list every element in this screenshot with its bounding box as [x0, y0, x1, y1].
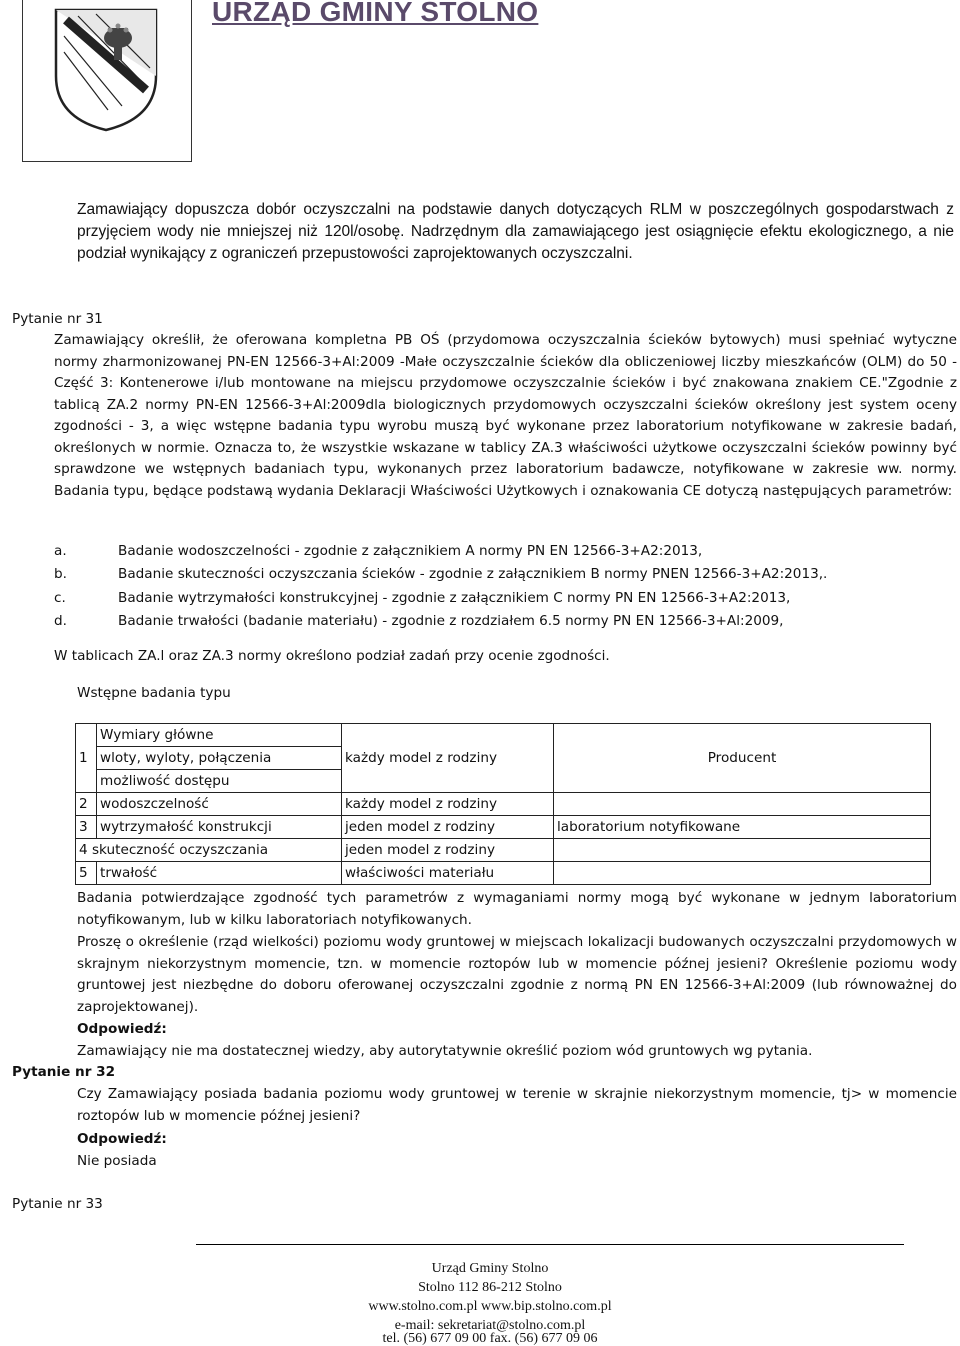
footer-email: e-mail: sekretariat@stolno.com.pl: [394, 1318, 586, 1333]
list-item: a. Badanie wodoszczelności - zgodnie z załącznikiem A normy PN EN 12566-3+A2:2013,: [54, 542, 703, 559]
table-row: 1 Wymiary główne wloty, wyloty, połączenia możliwość dostępu każdy model z rodziny Producent: [76, 724, 931, 793]
conformity-note: W tablicach ZA.l oraz ZA.3 normy określono podział zadań przy ocenie zgodności.: [54, 648, 610, 664]
answer-32-text: Nie posiada: [77, 1153, 157, 1169]
intro-paragraph: Zamawiający dopuszcza dobór oczyszczalni na podstawie danych dotyczących RLM w poszczególnych gospodarstwach z przyjęciem wody nie mniejszej niż 120l/osobę. Nadrzędnym dla zamawiającego jest osiągnięcie efektu ekologicznego, a nie podział wynikający z ograniczeń przepustowości zaprojektowanych oczyszczalni.: [77, 201, 954, 262]
question-32-heading: Pytanie nr 32: [12, 1064, 116, 1080]
table-row: 2 wodoszczelność każdy model z rodziny: [76, 793, 931, 816]
requirements-list: [54, 539, 934, 633]
answer-32-label: Odpowiedź:: [77, 1131, 167, 1147]
table-row: 5 trwałość właściwości materiału: [76, 862, 931, 885]
coat-of-arms-icon: [52, 6, 160, 134]
footer-phones: tel. (56) 677 09 00 fax. (56) 677 09 06: [382, 1331, 598, 1346]
table-title: Wstępne badania typu: [77, 685, 231, 701]
page-title: URZĄD GMINY STOLNO: [212, 0, 539, 27]
lab-note-paragraph: Badania potwierdzające zgodność tych parametrów z wymaganiami normy mogą być wykonane w jednym laboratorium notyfikowanym, lub w kilku laboratoriach notyfikowanych.: [77, 890, 957, 928]
answer-31-label: Odpowiedź:: [77, 1021, 167, 1037]
question-31-heading: Pytanie nr 31: [12, 311, 103, 327]
question-32-body: Czy Zamawiający posiada badania poziomu wody gruntowej w terenie w skrajnie niekorzystnym momencie, tj> w momencie roztopów lub w momencie późnej jesieni?: [77, 1086, 957, 1124]
table-row: 3 wytrzymałość konstrukcji jeden model z rodziny laboratorium notyfikowane: [76, 816, 931, 839]
list-item: c. Badanie wytrzymałości konstrukcyjnej - zgodnie z załącznikiem C normy PN EN 12566-3+A2:2013,: [54, 589, 791, 606]
list-item: d. Badanie trwałości (badanie materiału) - zgodnie z rozdziałem 6.5 normy PN EN 12566-3+Al:2009,: [54, 613, 784, 630]
footer-websites: www.stolno.com.pl www.bip.stolno.com.pl: [368, 1299, 612, 1314]
table-row: 4 skuteczność oczyszczania jeden model z rodziny: [76, 839, 931, 862]
footer-name: Urząd Gminy Stolno: [431, 1261, 549, 1276]
footer-divider: [196, 1244, 904, 1245]
footer-address: Stolno 112 86-212 Stolno: [418, 1280, 562, 1295]
list-item: b. Badanie skuteczności oczyszczania ścieków - zgodnie z załącznikiem B normy PNEN 12566-3+A2:2013,.: [54, 566, 828, 583]
question-33-heading: Pytanie nr 33: [12, 1196, 103, 1212]
groundwater-question-paragraph: Proszę o określenie (rząd wielkości) poziomu wody gruntowej w miejscach lokalizacji budowanych oczyszczalni przydomowych w skrajnym niekorzystnym momencie, tzn. w momencie roztopów lub w momencie późnej jesieni? Określenie poziomu wody gruntowej jest niezbędne do doboru oferowanej oczyszczalni zgodnie z normą PN EN 12566-3+Al:2009 (lub równoważnej do zaprojektowanej).: [77, 934, 957, 1015]
question-31-body: Zamawiający określił, że oferowana kompletna PB OŚ (przydomowa oczyszczalnia ścieków bytowych) musi spełniać wytyczne normy zharmonizowanej PN-EN 12566-3+Al:2009 -Małe oczyszczalnie ścieków dla obliczeniowej liczby mieszkańców (OLM) do 50 - Część 3: Kontenerowe i/lub montowane na miejscu przydomowe oczyszczalnie ścieków i być znakowana znakiem CE."Zgodnie z tablicą ZA.2 normy PN-EN 12566-3+Al:2009dla biologicznych przydomowych oczyszczalni ścieków określony jest system oceny zgodności - 3, a więc wstępne badania typu wyrobu muszą być wykonane przez laboratorium notyfikowane w zakresie badań, określonych w normie. Oznacza to, że wszystkie wskazane w tablicy ZA.3 właściwości użytkowe oczyszczalni ścieków powinny być sprawdzone we wstępnych badaniach typu, wykonanych przez laboratorium badawcze, notyfikowane w zakresie ww. normy. Badania typu, będące podstawą wydania Deklaracji Właściwości Użytkowych i oznakowania CE dotyczą następujących parametrów:: [54, 332, 957, 499]
type-testing-table: [75, 723, 931, 885]
answer-31-text: Zamawiający nie ma dostatecznej wiedzy, aby autorytatywnie określić poziom wód gruntowych wg pytania.: [77, 1043, 813, 1059]
